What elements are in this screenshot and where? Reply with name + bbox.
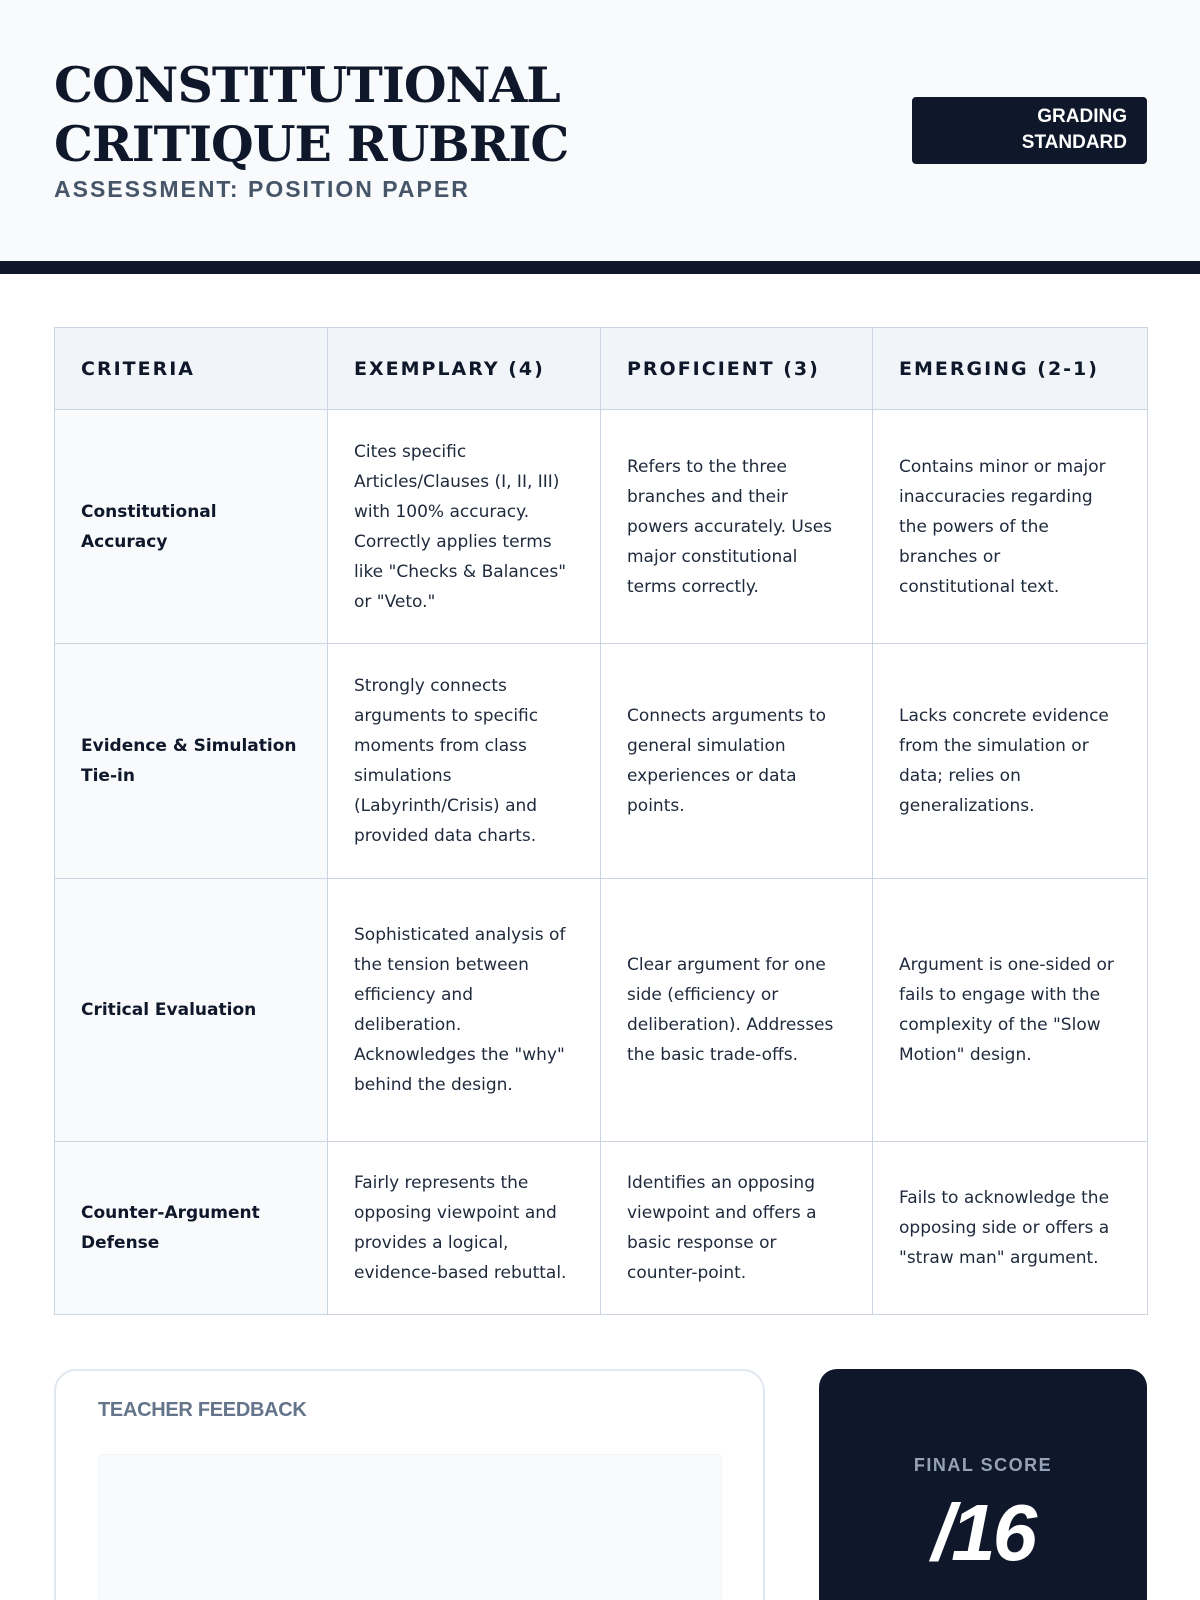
- column-header-emerging: EMERGING (2-1): [873, 328, 1148, 410]
- exemplary-cell: Sophisticated analysis of the tension between efficiency and deliberation. Acknowledges the "why" behind the design.: [328, 879, 601, 1142]
- criterion-cell: Critical Evaluation: [55, 879, 328, 1142]
- teacher-feedback-area[interactable]: [98, 1454, 722, 1600]
- exemplary-cell: Fairly represents the opposing viewpoint and provides a logical, evidence-based rebuttal.: [328, 1142, 601, 1315]
- emerging-cell: Fails to acknowledge the opposing side or offers a "straw man" argument.: [873, 1142, 1148, 1315]
- grading-standard-badge: GRADING STANDARD: [912, 97, 1147, 164]
- teacher-feedback-label: TEACHER FEEDBACK: [98, 1399, 307, 1421]
- emerging-cell: Contains minor or major inaccuracies regarding the powers of the branches or constitutional text.: [873, 410, 1148, 644]
- teacher-feedback-panel: [54, 1369, 765, 1600]
- proficient-cell: Refers to the three branches and their powers accurately. Uses major constitutional terms correctly.: [601, 410, 873, 644]
- emerging-cell: Argument is one-sided or fails to engage with the complexity of the "Slow Motion" design.: [873, 879, 1148, 1142]
- proficient-cell: Connects arguments to general simulation experiences or data points.: [601, 644, 873, 879]
- exemplary-cell: Cites specific Articles/Clauses (I, II, III) with 100% accuracy. Correctly applies terms like "Checks & Balances" or "Veto.": [328, 410, 601, 644]
- column-header-exemplary: EXEMPLARY (4): [328, 328, 601, 410]
- exemplary-cell: Strongly connects arguments to specific moments from class simulations (Labyrinth/Crisis) and provided data charts.: [328, 644, 601, 879]
- final-score-panel: [819, 1369, 1147, 1600]
- final-score-value: /16: [931, 1488, 1035, 1577]
- emerging-cell: Lacks concrete evidence from the simulation or data; relies on generalizations.: [873, 644, 1148, 879]
- page-header: [0, 0, 1200, 274]
- proficient-cell: Clear argument for one side (efficiency or deliberation). Addresses the basic trade-offs.: [601, 879, 873, 1142]
- proficient-cell: Identifies an opposing viewpoint and offers a basic response or counter-point.: [601, 1142, 873, 1315]
- table-row: [55, 1142, 1148, 1315]
- rubric-header-row: [55, 328, 1148, 410]
- criterion-cell: Evidence & Simulation Tie-in: [55, 644, 328, 879]
- column-header-criteria: CRITERIA: [55, 328, 328, 410]
- criterion-cell: Counter-Argument Defense: [55, 1142, 328, 1315]
- table-row: [55, 879, 1148, 1142]
- final-score-label: FINAL SCORE: [913, 1455, 1053, 1475]
- table-row: [55, 410, 1148, 644]
- criterion-cell: Constitutional Accuracy: [55, 410, 328, 644]
- rubric-table: [54, 327, 1148, 1315]
- page-subtitle: ASSESSMENT: POSITION PAPER: [54, 176, 470, 202]
- table-row: [55, 644, 1148, 879]
- page-title: CONSTITUTIONAL CRITIQUE RUBRIC: [54, 56, 569, 173]
- column-header-proficient: PROFICIENT (3): [601, 328, 873, 410]
